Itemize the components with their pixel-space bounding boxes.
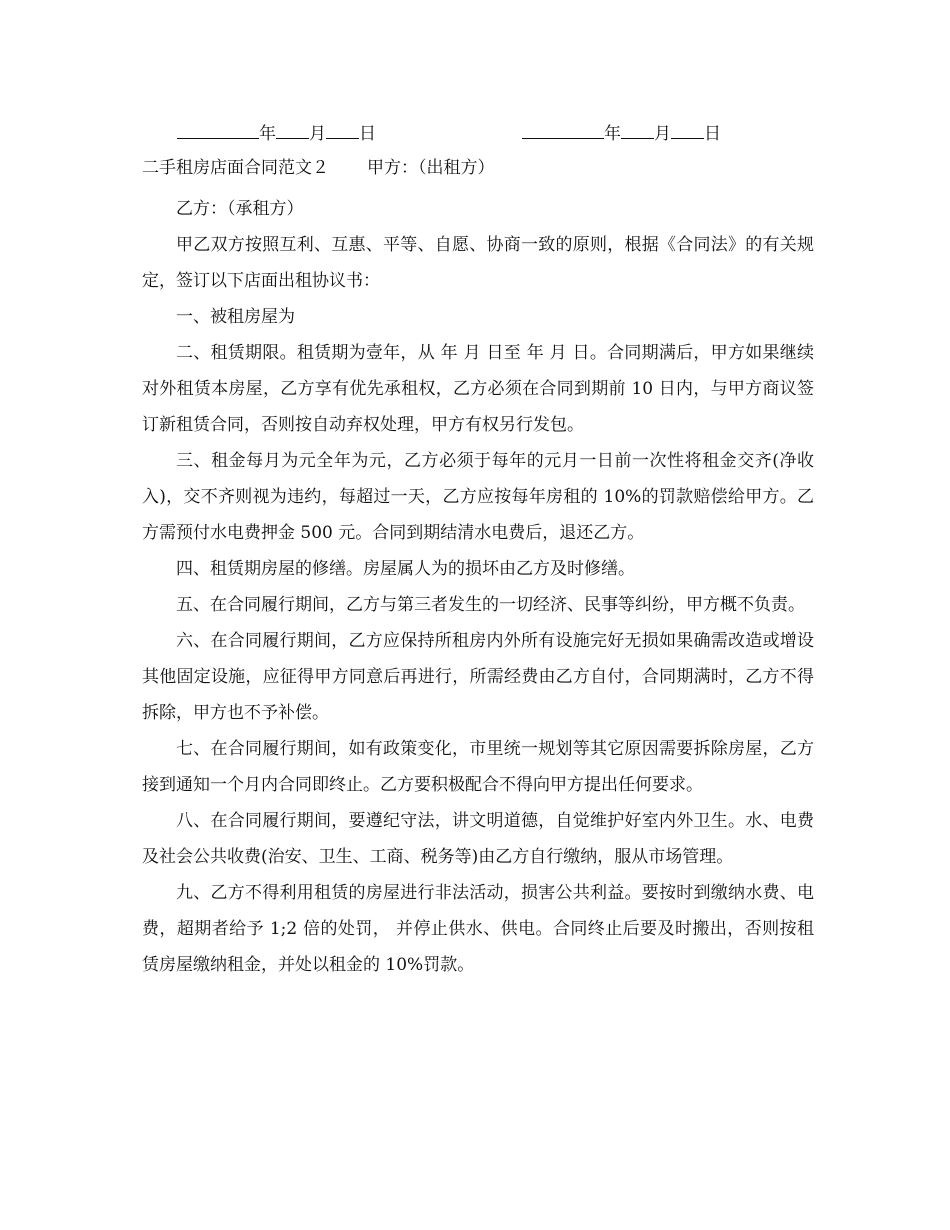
day-blank <box>671 120 704 139</box>
document-title: 二手租房店面合同范文２ <box>142 158 329 178</box>
year-blank <box>177 120 259 139</box>
party-b-paragraph: 乙方：（承租方） <box>176 199 304 219</box>
clause-1-paragraph: 一、被租房屋为 <box>176 307 295 327</box>
day-label: 日 <box>704 124 721 144</box>
year-label: 年 <box>259 124 276 144</box>
clause-2-paragraph: 二、租赁期限。租赁期为壹年，从 年 月 日至 年 月 日。合同期满后，甲方如果继续对外租赁本房屋，乙方享有优先承租权，乙方必须在合同到期前 10 日内，与甲方商议签订新租赁合同，否则按自动弃权处理，甲方有权另行发包。 <box>142 343 814 435</box>
year-label: 年 <box>604 124 621 144</box>
date-line-right <box>522 120 721 144</box>
month-label: 月 <box>654 124 671 144</box>
day-blank <box>326 120 359 139</box>
document-header <box>142 155 495 181</box>
clause-5-paragraph: 五、在合同履行期间，乙方与第三者发生的一切经济、民事等纠纷，甲方概不负责。 <box>176 595 805 615</box>
date-line-left <box>177 120 376 144</box>
clause-9-paragraph: 九、乙方不得利用租赁的房屋进行非法活动，损害公共利益。要按时到缴纳水费、电费，超期者给予 1;2 倍的处罚， 并停止供水、供电。合同终止后要及时搬出，否则按租赁房屋缴纳租金，并处以租金的 10%罚款。 <box>142 883 814 975</box>
clause-3-paragraph: 三、租金每月为元全年为元，乙方必须于每年的元月一日前一次性将租金交齐(净收入)，交不齐则视为违约，每超过一天，乙方应按每年房租的 10%的罚款赔偿给甲方。乙方需预付水电费押金 500 元。合同到期结清水电费后，退还乙方。 <box>142 451 814 543</box>
clause-4-paragraph: 四、租赁期房屋的修缮。房屋属人为的损坏由乙方及时修缮。 <box>176 559 635 579</box>
contract-body <box>142 191 814 983</box>
month-blank <box>621 120 654 139</box>
party-a-label: 甲方：（出租方） <box>367 158 495 178</box>
clause-6-paragraph: 六、在合同履行期间，乙方应保持所租房内外所有设施完好无损如果确需改造或增设其他固定设施，应征得甲方同意后再进行，所需经费由乙方自付，合同期满时，乙方不得拆除，甲方也不予补偿。 <box>142 631 814 723</box>
day-label: 日 <box>359 124 376 144</box>
month-blank <box>276 120 309 139</box>
month-label: 月 <box>309 124 326 144</box>
year-blank <box>522 120 604 139</box>
preamble-paragraph: 甲乙双方按照互利、互惠、平等、自愿、协商一致的原则，根据《合同法》的有关规定，签订以下店面出租协议书： <box>142 235 814 291</box>
clause-7-paragraph: 七、在合同履行期间，如有政策变化，市里统一规划等其它原因需要拆除房屋，乙方接到通知一个月内合同即终止。乙方要积极配合不得向甲方提出任何要求。 <box>142 739 814 795</box>
clause-8-paragraph: 八、在合同履行期间，要遵纪守法，讲文明道德，自觉维护好室内外卫生。水、电费及社会公共收费(治安、卫生、工商、税务等)由乙方自行缴纳，服从市场管理。 <box>142 811 814 867</box>
